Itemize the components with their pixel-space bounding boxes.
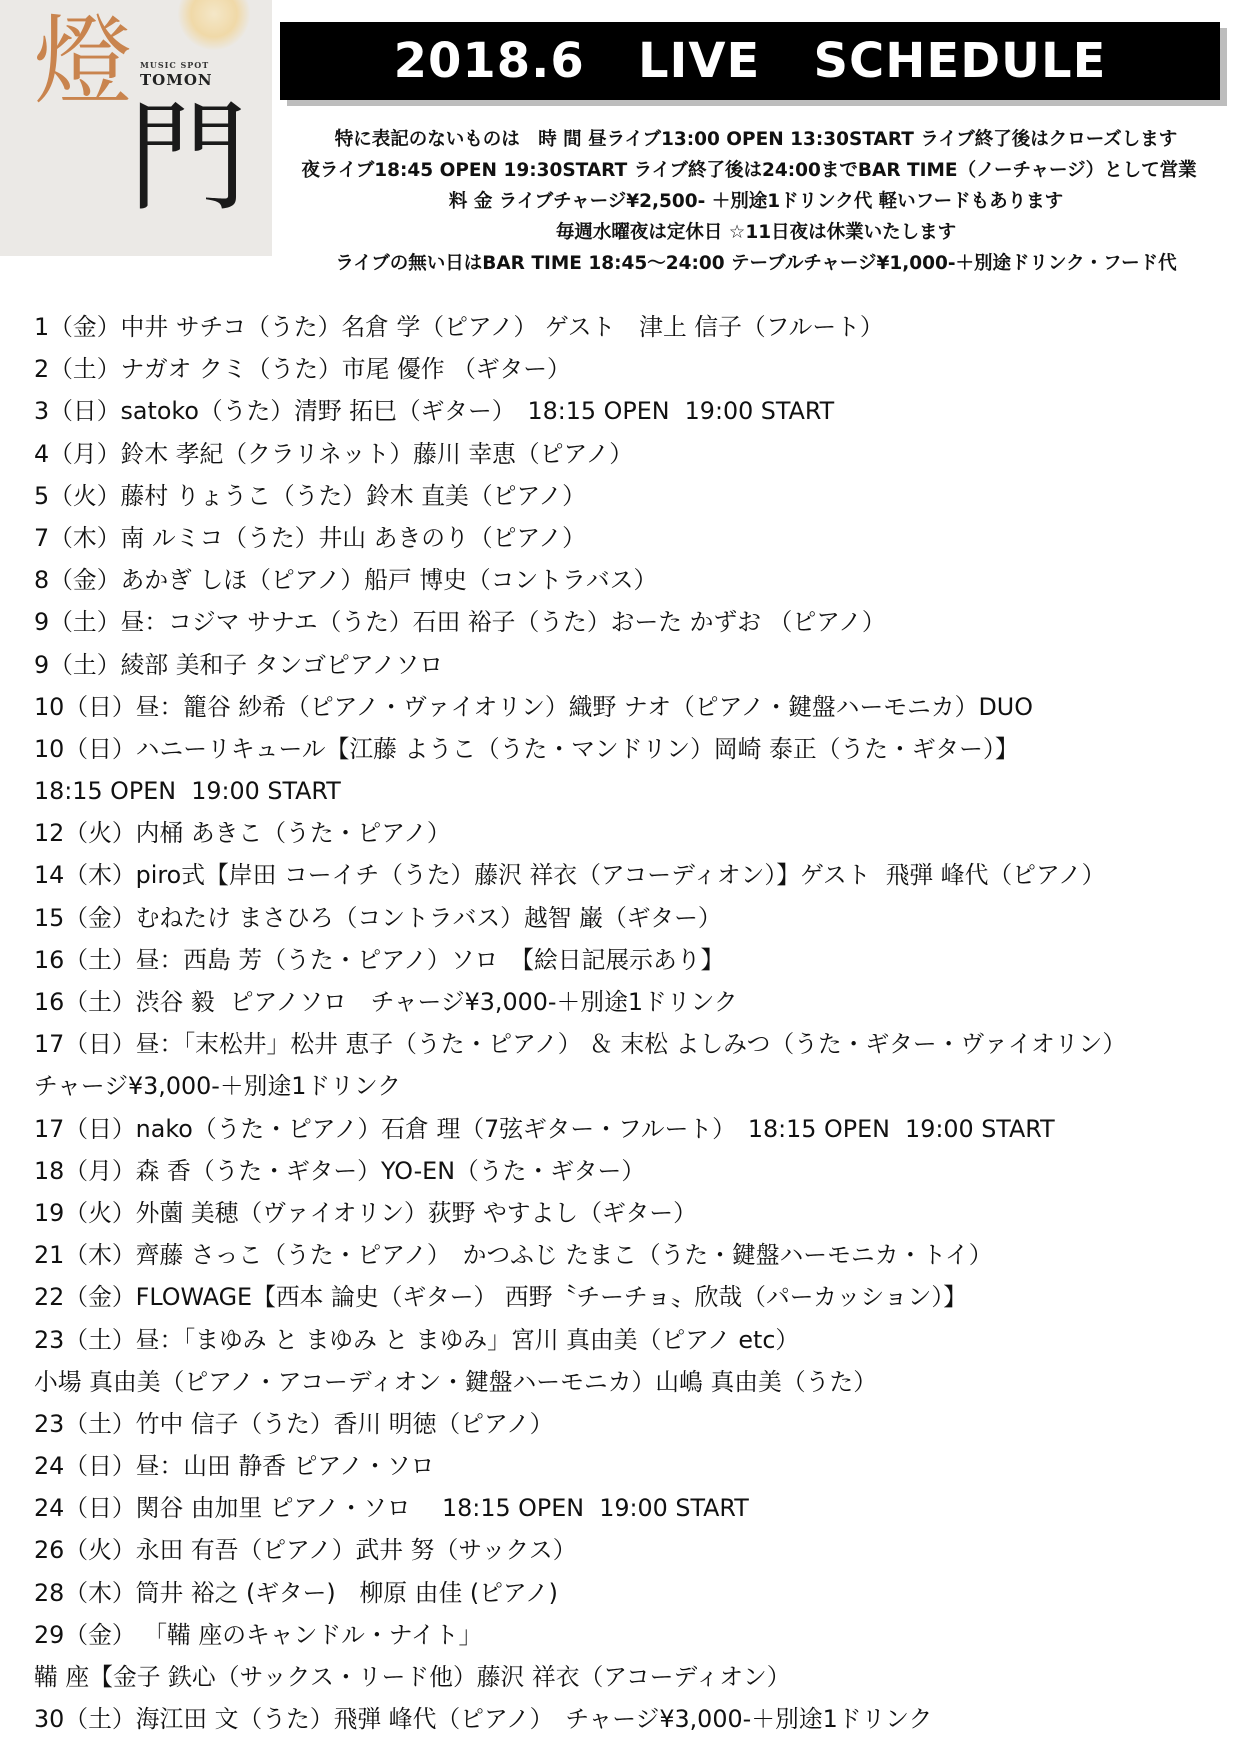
- page-title: 2018.6 LIVE SCHEDULE: [280, 22, 1220, 100]
- logo-kanji-bottom: 門: [128, 89, 248, 228]
- schedule-item: 2（土）ナガオ クミ（うた）市尾 優作 （ギター）: [34, 355, 571, 384]
- info-line: 料 金 ライブチャージ¥2,500- ＋別途1ドリンク代 軽いフードもあります: [448, 191, 1064, 212]
- schedule-item: 10（日）昼：籠谷 紗希（ピアノ・ヴァイオリン）織野 ナオ（ピアノ・鍵盤ハーモニカ）DUO: [34, 692, 1033, 721]
- schedule-item: 19（火）外薗 美穂（ヴァイオリン）荻野 やすよし（ギター）: [34, 1198, 697, 1227]
- schedule-item: 18:15 OPEN 19:00 START: [34, 777, 341, 806]
- schedule-list: [34, 306, 1229, 1740]
- schedule-item: 15（金）むねたけ まさひろ（コントラバス）越智 巌（ギター）: [34, 903, 722, 932]
- schedule-item: 23（土）竹中 信子（うた）香川 明徳（ピアノ）: [34, 1409, 554, 1438]
- schedule-item: 5（火）藤村 りょうこ（うた）鈴木 直美（ピアノ）: [34, 481, 586, 510]
- info-block: [272, 124, 1240, 279]
- logo-tagline: MUSIC SPOT: [140, 60, 210, 70]
- schedule-item: 10（日）ハニーリキュール【江藤 ようこ（うた・マンドリン）岡崎 泰正（うた・ギター）】: [34, 734, 1019, 763]
- schedule-item: 14（木）piro式【岸田 コーイチ（うた）藤沢 祥衣（アコーディオン）】ゲスト 飛弾 峰代（ピアノ）: [34, 861, 1106, 890]
- schedule-item: 鞴 座【金子 鉄心（サックス・リード他）藤沢 祥衣（アコーディオン）: [34, 1663, 791, 1691]
- schedule-item: 9（土）綾部 美和子 タンゴピアノソロ: [34, 650, 444, 679]
- info-line: 夜ライブ18:45 OPEN 19:30START ライブ終了後は24:00までBAR TIME（ノーチャージ）として営業: [301, 160, 1197, 181]
- schedule-item: 12（火）内桶 あきこ（うた・ピアノ）: [34, 819, 451, 848]
- schedule-item: 9（土）昼：コジマ サナエ（うた）石田 裕子（うた）おーた かずお （ピアノ）: [34, 608, 886, 637]
- schedule-item: 16（土）渋谷 毅 ピアノソロ チャージ¥3,000-＋別途1ドリンク: [34, 988, 738, 1016]
- schedule-item: 17（日）nako（うた・ピアノ）石倉 理（7弦ギター・フルート） 18:15 OPEN 19:00 START: [34, 1114, 1055, 1143]
- schedule-item: 16（土）昼：西島 芳（うた・ピアノ）ソロ 【絵日記展示あり】: [34, 945, 725, 974]
- info-line: 毎週水曜夜は定休日 ☆11日夜は休業いたします: [555, 222, 957, 243]
- schedule-item: チャージ¥3,000-＋別途1ドリンク: [34, 1072, 402, 1101]
- schedule-item: 29（金） 「鞴 座のキャンドル・ナイト」: [34, 1620, 483, 1649]
- schedule-item: 8（金）あかぎ しほ（ピアノ）船戸 博史（コントラバス）: [34, 566, 658, 595]
- schedule-item: 小場 真由美（ピアノ・アコーディオン・鍵盤ハーモニカ）山嶋 真由美（うた）: [34, 1367, 878, 1396]
- schedule-item: 28（木）筒井 裕之 (ギター) 柳原 由佳 (ピアノ): [34, 1578, 558, 1607]
- schedule-item: 24（日）関谷 由加里 ピアノ・ソロ 18:15 OPEN 19:00 START: [34, 1494, 749, 1523]
- logo-kanji-top: 燈: [34, 5, 133, 119]
- schedule-item: 23（土）昼：「まゆみ と まゆみ と まゆみ」宮川 真由美（ピアノ etc）: [34, 1325, 800, 1354]
- schedule-item: 4（月）鈴木 孝紀（クラリネット）藤川 幸恵（ピアノ）: [34, 439, 634, 468]
- schedule-item: 30（土）海江田 文（うた）飛弾 峰代（ピアノ） チャージ¥3,000-＋別途1ドリンク: [34, 1705, 933, 1734]
- info-line: ライブの無い日はBAR TIME 18:45〜24:00 テーブルチャージ¥1,000-＋別途ドリンク・フード代: [335, 253, 1177, 274]
- logo: [0, 0, 272, 256]
- schedule-item: 18（月）森 香（うた・ギター）YO-EN（うた・ギター）: [34, 1156, 646, 1185]
- schedule-item: 3（日）satoko（うた）清野 拓巳（ギター） 18:15 OPEN 19:00 START: [34, 397, 835, 426]
- schedule-item: 1（金）中井 サチコ（うた）名倉 学（ピアノ） ゲスト 津上 信子（フルート）: [34, 313, 884, 341]
- schedule-item: 24（日）昼：山田 静香 ピアノ・ソロ: [34, 1452, 435, 1481]
- schedule-item: 17（日）昼：「末松井」松井 恵子（うた・ピアノ） ＆ 末松 よしみつ（うた・ギター・ヴァイオリン）: [34, 1030, 1127, 1059]
- logo-name: TOMON: [140, 71, 213, 89]
- schedule-item: 7（木）南 ルミコ（うた）井山 あきのり（ピアノ）: [34, 523, 586, 552]
- info-line: 特に表記のないものは 時 間 昼ライブ13:00 OPEN 13:30START ライブ終了後はクローズします: [334, 129, 1178, 150]
- schedule-item: 26（火）永田 有吾（ピアノ）武井 努（サックス）: [34, 1536, 577, 1565]
- schedule-item: 22（金）FLOWAGE【西本 論史（ギター） 西野〝チーチョ〟欣哉（パーカッション）】: [34, 1283, 968, 1312]
- logo-sun-glow: [178, 0, 250, 50]
- schedule-item: 21（木）齊藤 さっこ（うた・ピアノ） かつふじ たまこ（うた・鍵盤ハーモニカ・トイ）: [34, 1241, 993, 1270]
